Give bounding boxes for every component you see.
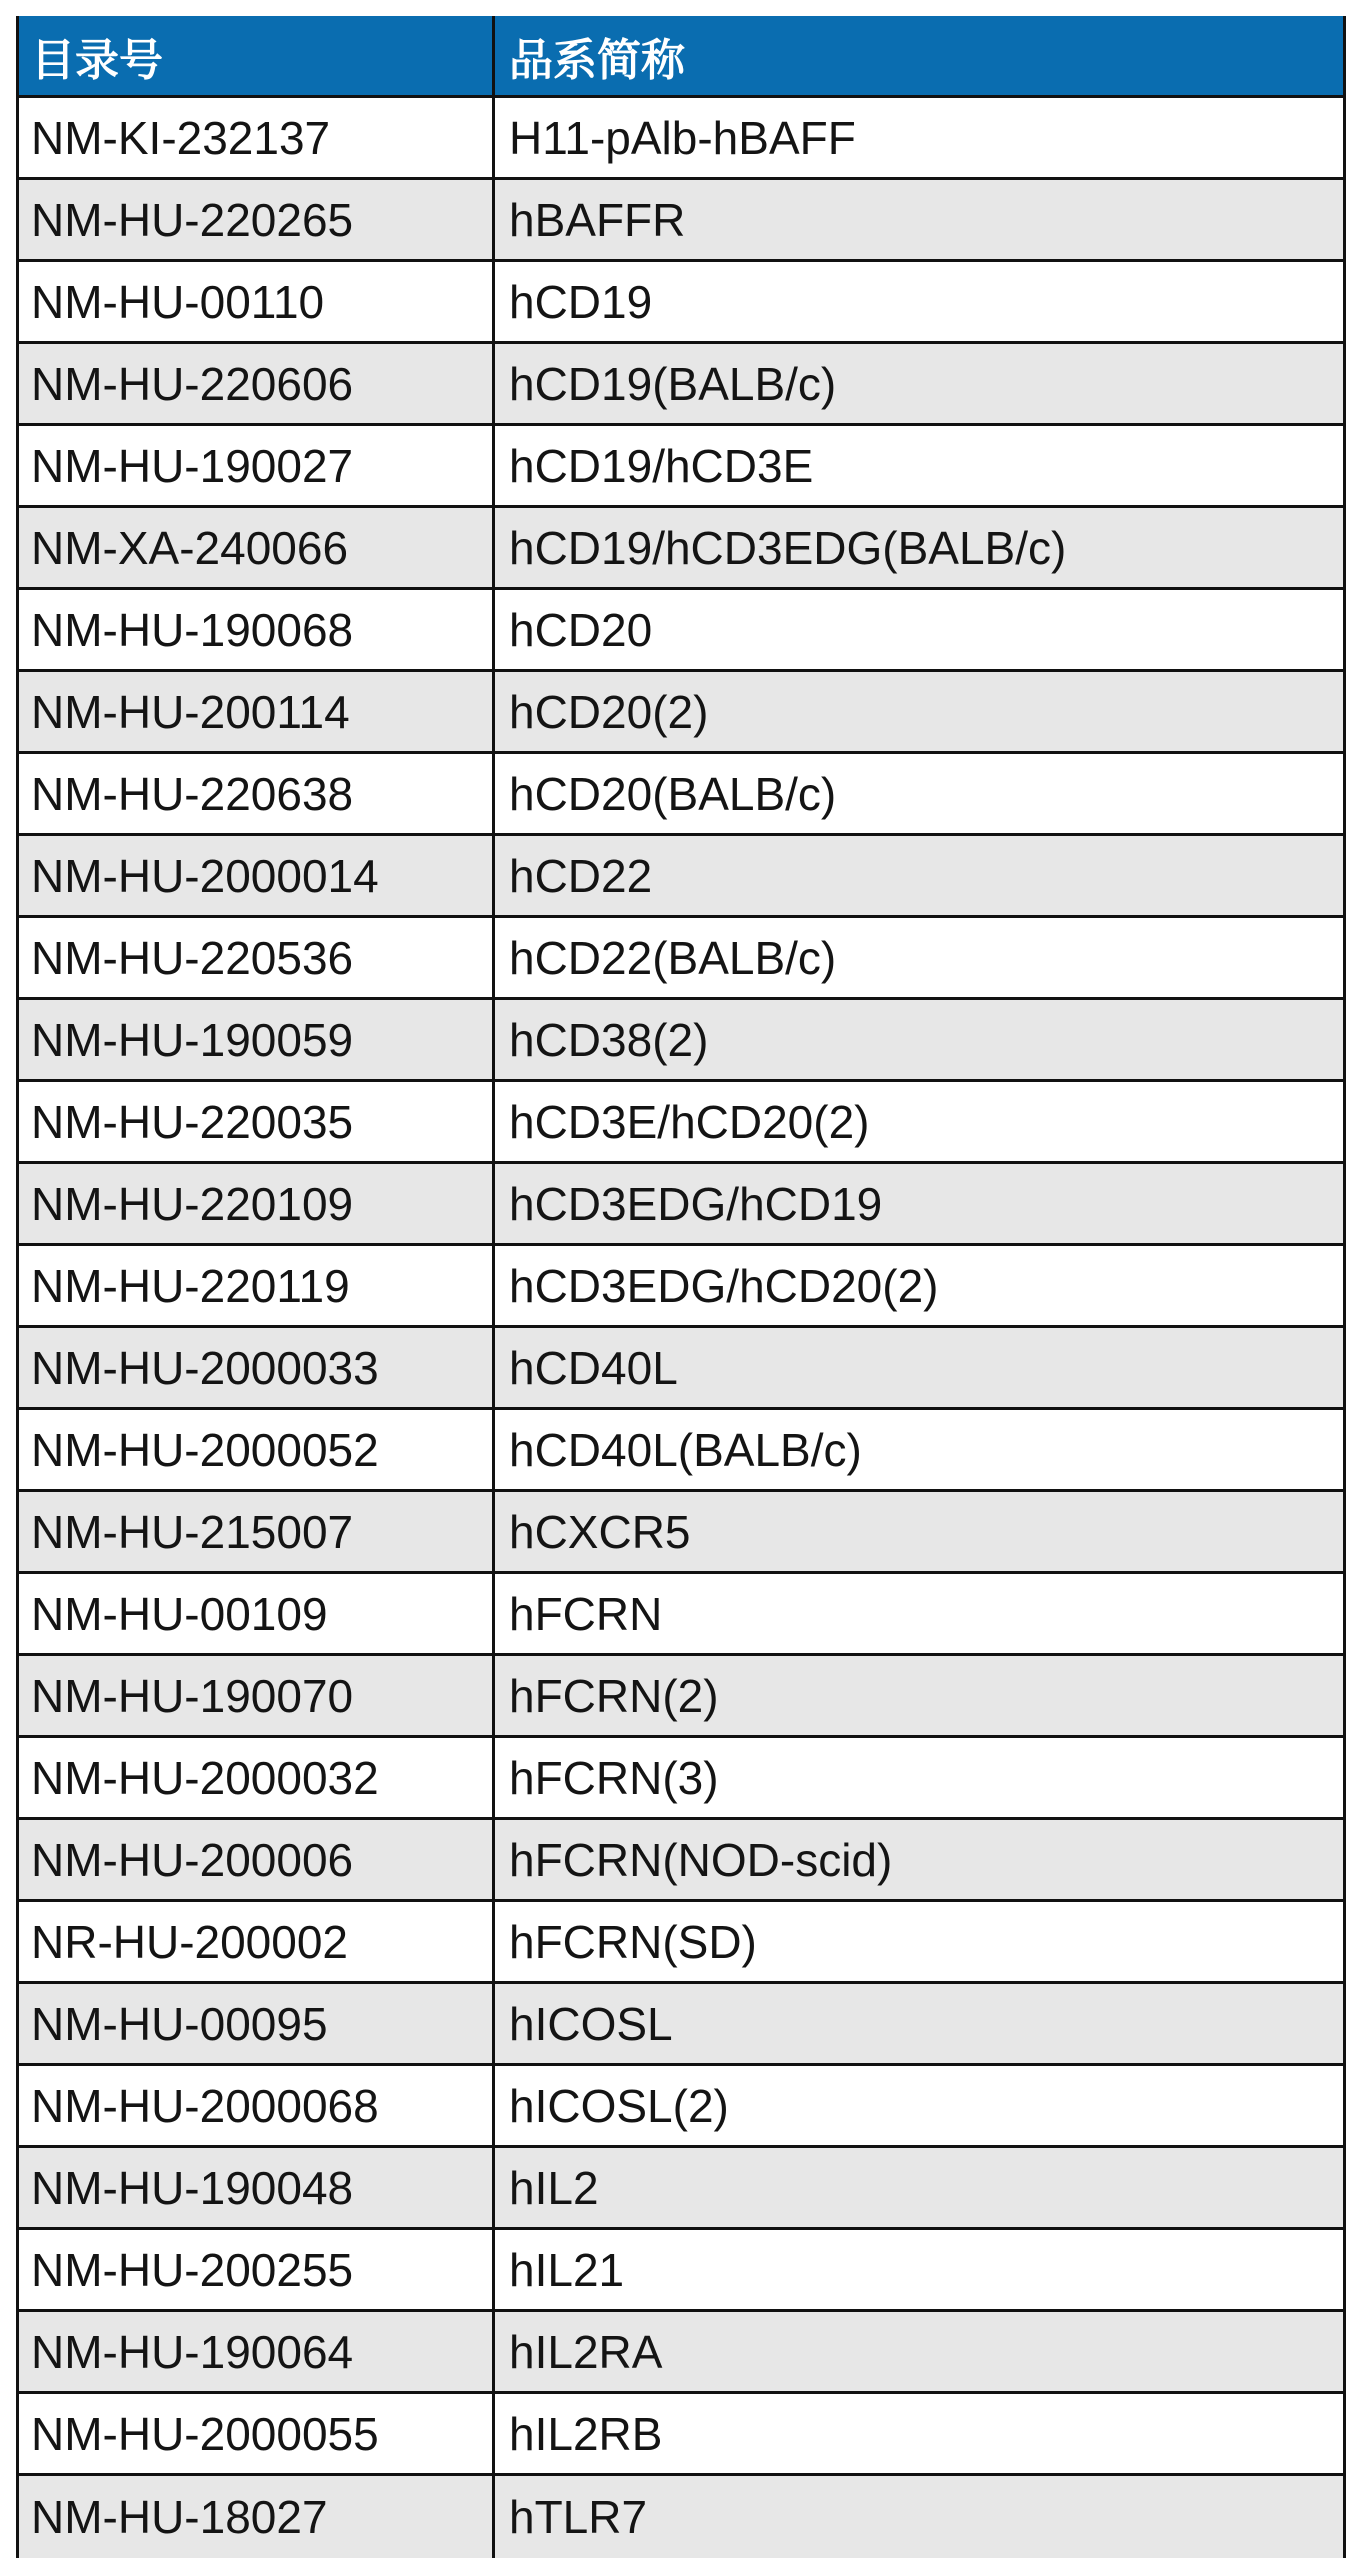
catalog-number-cell: NM-HU-215007	[19, 1492, 495, 1571]
table-row	[19, 1246, 1343, 1328]
strain-name-cell: hCD3E/hCD20(2)	[509, 1095, 870, 1148]
table-row	[19, 508, 1343, 590]
strain-name-cell: hCD19/hCD3E	[509, 439, 814, 492]
table-row	[19, 2476, 1343, 2558]
catalog-number-cell: NM-HU-220109	[19, 1164, 495, 1243]
strain-name-cell: hIL2	[509, 2161, 599, 2214]
table-row	[19, 1738, 1343, 1820]
catalog-number-cell: NM-HU-00095	[19, 1984, 495, 2063]
strain-name-cell: hCD19(BALB/c)	[509, 357, 837, 410]
table-row	[19, 1000, 1343, 1082]
catalog-number-cell: NR-HU-200002	[19, 1902, 495, 1981]
catalog-number-cell: NM-HU-2000033	[19, 1328, 495, 1407]
table-row	[19, 262, 1343, 344]
catalog-number-cell: NM-HU-2000032	[19, 1738, 495, 1817]
catalog-number-cell: NM-HU-2000052	[19, 1410, 495, 1489]
catalog-number-cell: NM-HU-220265	[19, 180, 495, 259]
table-row	[19, 2148, 1343, 2230]
catalog-number-cell: NM-HU-190068	[19, 590, 495, 669]
strain-name-cell: hFCRN(NOD-scid)	[509, 1833, 893, 1886]
catalog-number-cell: NM-KI-232137	[19, 98, 495, 177]
catalog-number-cell: NM-HU-220536	[19, 918, 495, 997]
strain-name-cell: hFCRN	[509, 1587, 663, 1640]
catalog-number-cell: NM-HU-2000014	[19, 836, 495, 915]
strain-table	[16, 16, 1346, 2558]
catalog-number-cell: NM-HU-200006	[19, 1820, 495, 1899]
catalog-number-cell: NM-HU-220119	[19, 1246, 495, 1325]
table-row	[19, 2394, 1343, 2476]
strain-name-cell: hICOSL(2)	[509, 2079, 729, 2132]
table-row	[19, 2230, 1343, 2312]
catalog-number-cell: NM-HU-190059	[19, 1000, 495, 1079]
strain-name-cell: hCD3EDG/hCD20(2)	[509, 1259, 939, 1312]
catalog-number-cell: NM-HU-220638	[19, 754, 495, 833]
strain-name-cell: hFCRN(3)	[509, 1751, 719, 1804]
strain-name-cell: H11-pAlb-hBAFF	[509, 111, 856, 164]
catalog-number-cell: NM-HU-00109	[19, 1574, 495, 1653]
catalog-number-cell: NM-HU-190027	[19, 426, 495, 505]
table-row	[19, 1082, 1343, 1164]
table-row	[19, 180, 1343, 262]
strain-name-cell: hCXCR5	[509, 1505, 691, 1558]
strain-name-cell: hCD20(2)	[509, 685, 709, 738]
strain-name-cell: hBAFFR	[509, 193, 686, 246]
catalog-number-cell: NM-HU-220035	[19, 1082, 495, 1161]
strain-name-cell: hCD19/hCD3EDG(BALB/c)	[509, 521, 1067, 574]
strain-name-cell: hFCRN(SD)	[509, 1915, 757, 1968]
strain-name-cell: hICOSL	[509, 1997, 673, 2050]
table-row	[19, 1984, 1343, 2066]
strain-name-cell: hCD38(2)	[509, 1013, 709, 1066]
strain-name-cell: hCD19	[509, 275, 653, 328]
table-row	[19, 1902, 1343, 1984]
strain-name-cell: hTLR7	[509, 2491, 648, 2543]
strain-name-cell: hCD40L	[509, 1341, 678, 1394]
table-row	[19, 344, 1343, 426]
table-row	[19, 98, 1343, 180]
table-row	[19, 672, 1343, 754]
catalog-number-cell: NM-HU-2000068	[19, 2066, 495, 2145]
table-row	[19, 590, 1343, 672]
table-row	[19, 836, 1343, 918]
strain-name-cell: hCD40L(BALB/c)	[509, 1423, 862, 1476]
catalog-number-cell: NM-HU-190064	[19, 2312, 495, 2391]
strain-name-cell: hCD3EDG/hCD19	[509, 1177, 883, 1230]
table-row	[19, 918, 1343, 1000]
header-strain-name: 品系简称	[509, 34, 685, 86]
strain-name-cell: hCD22	[509, 849, 653, 902]
catalog-number-cell: NM-HU-190048	[19, 2148, 495, 2227]
strain-name-cell: hCD20(BALB/c)	[509, 767, 837, 820]
table-row	[19, 1164, 1343, 1246]
table-row	[19, 1656, 1343, 1738]
table-body	[19, 98, 1343, 2558]
catalog-number-cell: NM-XA-240066	[19, 508, 495, 587]
table-row	[19, 1328, 1343, 1410]
table-header-row	[19, 16, 1343, 98]
table-row	[19, 2066, 1343, 2148]
catalog-number-cell: NM-HU-00110	[19, 262, 495, 341]
header-catalog-number: 目录号	[19, 16, 495, 95]
table-row	[19, 754, 1343, 836]
table-row	[19, 426, 1343, 508]
table-row	[19, 1410, 1343, 1492]
strain-name-cell: hIL2RA	[509, 2325, 663, 2378]
catalog-number-cell: NM-HU-220606	[19, 344, 495, 423]
strain-name-cell: hCD20	[509, 603, 653, 656]
catalog-number-cell: NM-HU-2000055	[19, 2394, 495, 2473]
strain-name-cell: hCD22(BALB/c)	[509, 931, 837, 984]
table-row	[19, 2312, 1343, 2394]
catalog-number-cell: NM-HU-200255	[19, 2230, 495, 2309]
strain-name-cell: hIL21	[509, 2243, 625, 2296]
catalog-number-cell: NM-HU-200114	[19, 672, 495, 751]
table-row	[19, 1574, 1343, 1656]
strain-name-cell: hIL2RB	[509, 2407, 663, 2460]
strain-name-cell: hFCRN(2)	[509, 1669, 719, 1722]
table-row	[19, 1820, 1343, 1902]
catalog-number-cell: NM-HU-18027	[19, 2476, 495, 2558]
catalog-number-cell: NM-HU-190070	[19, 1656, 495, 1735]
table-row	[19, 1492, 1343, 1574]
